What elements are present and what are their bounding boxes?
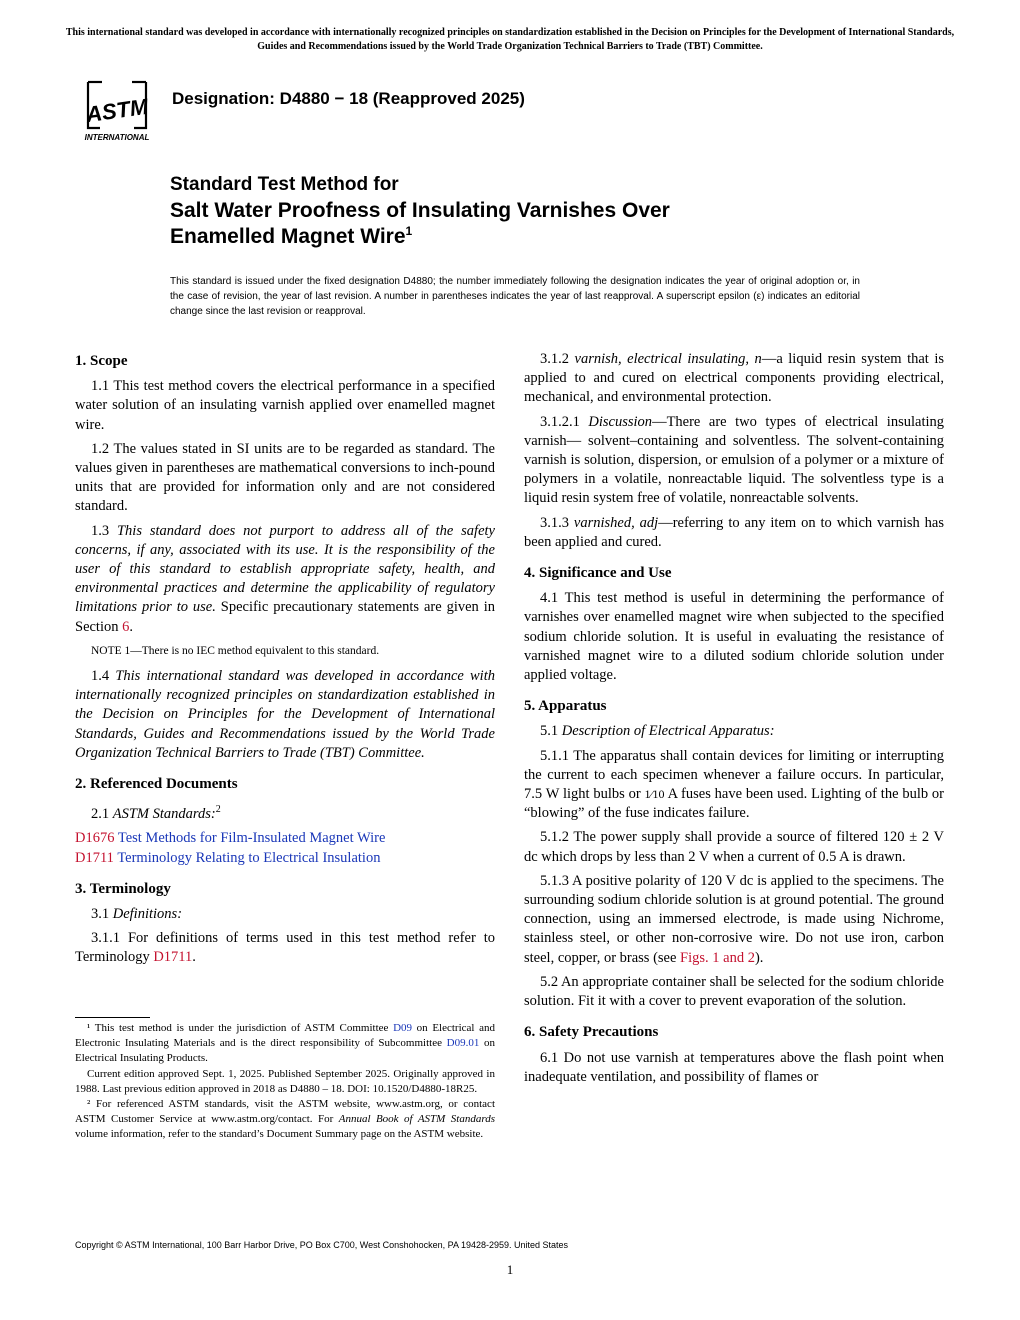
paragraph-3-1-3: 3.1.3 varnished, adj—referring to any item on to which varnish has been applied and cured.: [524, 514, 944, 550]
subcommittee-link[interactable]: D09.01: [446, 1037, 480, 1050]
paragraph-5-2: 5.2 An appropriate container shall be selected for the sodium chloride solution. Fit it with a cover to prevent evaporation of the solution.: [524, 973, 944, 1010]
terminology-d1711-link[interactable]: D1711: [153, 949, 193, 966]
title-line-3: Enamelled Magnet Wire$^1$: [170, 224, 413, 248]
section-heading-referenced-documents: 2. Referenced Documents: [75, 776, 238, 793]
copyright: Copyright © ASTM International, 100 Barr Harbor Drive, PO Box C700, West Conshohocken, PA 19428-2959. United States: [75, 1240, 569, 1250]
paragraph-3-1-1: 3.1.1 For definitions of terms used in this test method refer to Terminology D1711.: [75, 930, 495, 966]
title-block: [170, 172, 870, 250]
title-footnote-mark: 1: [405, 224, 413, 238]
paragraph-1-3: 1.3 This standard does not purport to address all of the safety concerns, if any, associated with its use. It is the responsibility of the user of this standard to establish appropriate safety, health, and environmental practices and determine the applicability of regulatory limitations prior to use. Specific precautionary statements are given in Section 6.: [75, 522, 495, 635]
section-6-link[interactable]: 6: [122, 618, 130, 635]
footnote-divider: [75, 1017, 150, 1018]
svg-text:INTERNATIONAL: INTERNATIONAL: [84, 133, 150, 142]
section-heading-terminology: 3. Terminology: [75, 880, 171, 897]
reference-d1676[interactable]: D1676 Test Methods for Film-Insulated Magnet Wire: [75, 830, 386, 847]
section-heading-significance: 4. Significance and Use: [524, 565, 672, 582]
section-heading-scope: 1. Scope: [75, 353, 128, 369]
paragraph-3-1-2-1: 3.1.2.1 Discussion—There are two types of electrical insulating varnish— solvent–containing and solventless. The solvent-containing varnish is solution, dispersion, or emulsion of a polymer or a mixture of polymers in a volatile, nonreactable liquid. The solventless type is a liquid resin system free of volatile, nonreactable solvents.: [524, 413, 944, 507]
paragraph-5-1-1: 5.1.1 The apparatus shall contain devices for limiting or interrupting the current to each specimen whenever a failure occurs. In particular, 7.5 W light bulbs or 1⁄10 A fuses have been used. Lighting of the bulb or “blowing” of the fuse indicates failure.: [524, 747, 945, 822]
astm-logo: [72, 70, 162, 144]
footnote-1-edition: Current edition approved Sept. 1, 2025. Published September 2025. Originally approved in 1988. Last previous edition approved in 2018 as D4880 – 18. DOI: 10.1520/D4880-18R25.: [75, 1067, 495, 1095]
title-line-1: Standard Test Method for: [170, 174, 399, 195]
page-number: 1: [506, 1262, 514, 1277]
committee-d09-link[interactable]: D09: [393, 1022, 413, 1034]
svg-text:ASTM: ASTM: [84, 93, 150, 128]
section-heading-apparatus: 5. Apparatus: [524, 698, 607, 715]
section-heading-safety: 6. Safety Precautions: [524, 1024, 659, 1041]
paragraph-3-1-2: 3.1.2 varnish, electrical insulating, n—a liquid resin system that is applied to and cured on electrical components providing electrical, mechanical, and environmental protection.: [524, 351, 945, 406]
footnote-1: ¹ This test method is under the jurisdiction of ASTM Committee D09 on Electrical and Electronic Insulating Materials and is the direct responsibility of Subcommittee D09.01 on Electrical Insulating Products.: [75, 1022, 496, 1065]
footnotes: [75, 1021, 495, 1143]
paragraph-3-1: 3.1 Definitions:: [91, 905, 183, 922]
paragraph-4-1: 4.1 This test method is useful in determining the performance of varnishes over enamelled magnet wire when subjected to the specified sodium chloride solution. It is useful in evaluating the resistance of varnished magnet wire to a diluted sodium chloride solution under applied voltage.: [524, 590, 944, 684]
paragraph-6-1: 6.1 Do not use varnish at temperatures above the flash point when inadequate ventilation, and possibility of flames or: [524, 1049, 944, 1085]
figs-link[interactable]: Figs. 1 and 2: [680, 949, 755, 966]
note-1: NOTE 1—There is no IEC method equivalent to this standard.: [91, 644, 380, 657]
reference-d1711[interactable]: D1711 Terminology Relating to Electrical Insulation: [75, 849, 381, 866]
paragraph-5-1-2: 5.1.2 The power supply shall provide a source of filtered 120 ± 2 V dc which drops by less than 2 V when a current of 0.5 A is drawn.: [524, 829, 944, 865]
designation: Designation: D4880 − 18 (Reapproved 2025): [172, 89, 525, 108]
paragraph-1-1: 1.1 This test method covers the electrical performance in a specified water solution of an insulating varnish applied over enamelled magnet wire.: [75, 378, 495, 433]
left-column: [75, 350, 495, 973]
footnote-2: ² For referenced ASTM standards, visit the ASTM website, www.astm.org, or contact ASTM Customer Service at www.astm.org/contact. For Annual Book of ASTM Standards volume information, refer to the standard’s Document Summary page on the ASTM website.: [75, 1098, 496, 1141]
paragraph-2-1: 2.1 ASTM Standards:$^2$: [91, 804, 221, 823]
title-line-2: Salt Water Proofness of Insulating Varnishes Over: [170, 199, 670, 222]
right-column: [524, 350, 944, 1092]
top-notice: This international standard was developed in accordance with internationally recognized principles on standardization established in the Decision on Principles for the Development of International Standards, Guides and Recommendations issued by the World Trade Organization Technical Barriers to Trade (TBT) Committee.: [65, 27, 955, 52]
paragraph-5-1-3: 5.1.3 A positive polarity of 120 V dc is applied to the specimens. The surrounding sodium chloride solution is at ground potential. The ground connection, using an immersed electrode, is made using Nichrome, stainless steel, or other non-corrosive wire. Do not use iron, carbon steel, copper, or brass (see Figs. 1 and 2).: [524, 872, 944, 966]
paragraph-1-2: 1.2 The values stated in SI units are to be regarded as standard. The values given in parentheses are mathematical conversions to inch-pound units that are provided for information only and are not considered standard.: [75, 440, 495, 515]
paragraph-5-1: 5.1 Description of Electrical Apparatus:: [540, 723, 775, 740]
issued-note: This standard is issued under the fixed designation D4880; the number immediately following the designation indicates the year of original adoption or, in the case of revision, the year of last revision. A number in parentheses indicates the year of last reapproval. A superscript epsilon (ε) indicates an editorial change since the last revision or reapproval.: [170, 276, 860, 317]
paragraph-1-4: 1.4 This international standard was developed in accordance with internationally recognized principles on standardization established in the Decision on Principles for the Development of International Standards, Guides and Recommendations issued by the World Trade Organization Technical Barriers to Trade (TBT) Committee.: [75, 668, 495, 761]
